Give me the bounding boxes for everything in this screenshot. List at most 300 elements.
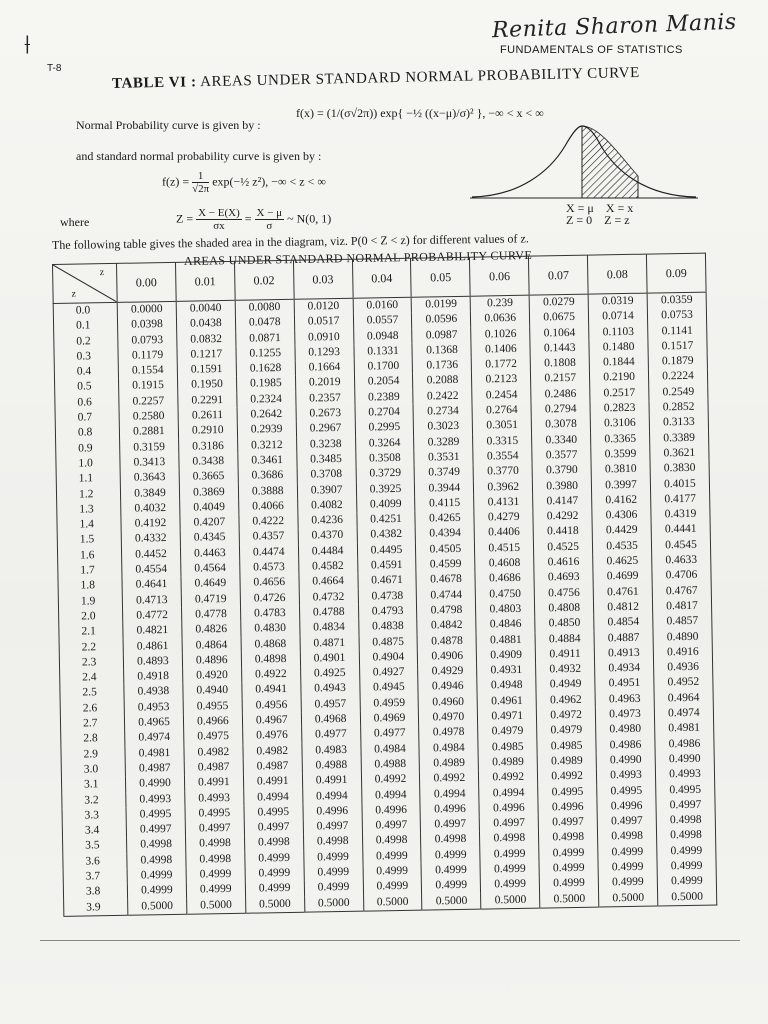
area-cell: 0.4678 — [416, 572, 475, 588]
area-cell: 0.4573 — [239, 560, 298, 576]
area-cell: 0.4996 — [303, 803, 362, 819]
z-fraction-2 — [255, 207, 285, 232]
area-cell: 0.4934 — [595, 661, 654, 677]
table-title-text: AREAS UNDER STANDARD NORMAL PROBABILITY CURVE — [199, 64, 640, 91]
z-value-cell: 0.9 — [56, 441, 120, 457]
area-cell: 0.4192 — [121, 516, 180, 532]
area-cell: 0.5000 — [363, 894, 422, 911]
z-value-cell: 1.9 — [58, 593, 122, 609]
z-value-cell: 2.4 — [60, 670, 124, 686]
area-cell: 0.4881 — [476, 632, 535, 648]
area-cell: 0.2054 — [354, 374, 413, 390]
area-cell: 0.4997 — [244, 820, 303, 836]
area-cell: 0.4999 — [540, 876, 599, 892]
area-cell: 0.4699 — [593, 569, 652, 585]
area-cell: 0.3186 — [178, 438, 237, 454]
table-description: The following table gives the shaded area in the diagram, viz. P(0 < Z < z) for different values of z. — [51, 231, 529, 252]
area-cell: 0.4953 — [124, 699, 183, 715]
area-cell: 0.4732 — [299, 589, 358, 605]
z-value-cell: 2.8 — [61, 731, 125, 747]
area-cell: 0.4998 — [127, 837, 186, 853]
area-cell: 0.1406 — [471, 342, 530, 358]
area-cell: 0.4974 — [654, 706, 713, 722]
area-cell: 0.5000 — [186, 897, 245, 914]
area-cell: 0.4887 — [594, 630, 653, 646]
column-header: 0.00 — [116, 262, 176, 302]
area-cell: 0.4972 — [537, 708, 596, 724]
area-cell: 0.4946 — [418, 679, 477, 695]
area-cell: 0.4995 — [244, 805, 303, 821]
area-cell: 0.3790 — [532, 463, 591, 479]
z-value-cell: 2.7 — [60, 716, 124, 732]
column-header: 0.01 — [175, 261, 235, 301]
z-value-cell: 0.8 — [55, 425, 119, 441]
area-cell: 0.4999 — [245, 850, 304, 866]
page-bottom-rule — [40, 940, 740, 941]
z-frac1-denominator: σx — [213, 220, 225, 232]
area-cell: 0.4994 — [420, 786, 479, 802]
area-cell: 0.4982 — [184, 744, 243, 760]
area-cell: 0.3106 — [590, 416, 649, 432]
area-cell: 0.3869 — [179, 484, 238, 500]
formula-1: f(x) = (1/(σ√2π)) exp{ −½ ((x−μ)/σ)² }, −∞ < x < ∞ — [296, 106, 544, 120]
z-value-cell: 0.3 — [54, 349, 118, 365]
area-cell: 0.4082 — [297, 498, 356, 514]
area-cell: 0.4996 — [362, 802, 421, 818]
area-cell: 0.4857 — [653, 614, 712, 630]
area-cell: 0.3577 — [532, 448, 591, 464]
area-cell: 0.4115 — [415, 496, 474, 512]
area-cell: 0.4931 — [477, 663, 536, 679]
area-cell: 0.4962 — [536, 692, 595, 708]
area-cell: 0.4995 — [538, 784, 597, 800]
area-cell: 0.3508 — [355, 451, 414, 467]
area-cell: 0.4998 — [656, 813, 715, 829]
area-cell: 0.0596 — [412, 312, 471, 328]
area-cell: 0.4998 — [186, 851, 245, 867]
area-cell: 0.4925 — [300, 666, 359, 682]
z-value-cell: 0.6 — [55, 395, 119, 411]
shaded-area — [582, 126, 638, 198]
area-cell: 0.4989 — [420, 756, 479, 772]
area-cell: 0.4992 — [420, 771, 479, 787]
column-header: 0.08 — [588, 254, 648, 294]
intro-line-2: and standard normal probability curve is given by : — [76, 149, 322, 163]
area-cell: 0.4625 — [593, 554, 652, 570]
area-cell: 0.4966 — [183, 714, 242, 730]
area-cell: 0.4990 — [596, 752, 655, 768]
area-cell: 0.4998 — [185, 836, 244, 852]
area-cell: 0.4429 — [592, 523, 651, 539]
area-cell: 0.3078 — [531, 417, 590, 433]
area-cell: 0.4783 — [240, 606, 299, 622]
area-cell: 0.4406 — [474, 525, 533, 541]
area-cell: 0.1103 — [589, 324, 648, 340]
area-cell: 0.4999 — [657, 858, 716, 874]
area-cell: 0.3554 — [473, 449, 532, 465]
area-cell: 0.4370 — [298, 528, 357, 544]
z-frac2-denominator: σ — [266, 220, 273, 232]
area-cell: 0.4525 — [534, 539, 593, 555]
area-cell: 0.2580 — [119, 409, 178, 425]
area-cell: 0.2611 — [178, 408, 237, 424]
area-cell: 0.4999 — [422, 878, 481, 894]
area-cell: 0.0080 — [235, 299, 294, 316]
area-cell: 0.3686 — [238, 468, 297, 484]
area-cell: 0.4988 — [361, 757, 420, 773]
standard-normal-formula — [162, 170, 326, 195]
area-cell: 0.5000 — [245, 896, 304, 913]
area-cell: 0.4996 — [538, 799, 597, 815]
area-cell: 0.4940 — [183, 683, 242, 699]
area-cell: 0.4554 — [122, 562, 181, 578]
z-value-cell: 1.1 — [56, 471, 120, 487]
area-cell: 0.4535 — [593, 538, 652, 554]
area-cell: 0.4999 — [127, 868, 186, 884]
area-cell: 0.3531 — [414, 450, 473, 466]
area-cell: 0.4066 — [238, 499, 297, 515]
area-cell: 0.3389 — [650, 430, 709, 446]
table-caption: AREAS UNDER STANDARD NORMAL PROBABILITY CURVE — [183, 247, 533, 268]
corner-z-top: z — [99, 267, 105, 279]
area-cell: 0.2224 — [648, 369, 707, 385]
area-cell: 0.4147 — [533, 493, 592, 509]
area-cell: 0.4990 — [655, 751, 714, 767]
area-cell: 0.2454 — [472, 387, 531, 403]
area-cell: 0.4515 — [475, 540, 534, 556]
area-cell: 0.1293 — [295, 345, 354, 361]
z-frac1-numerator: X − E(X) — [198, 207, 240, 219]
area-cell: 0.4984 — [419, 740, 478, 756]
area-cell: 0.5000 — [481, 892, 540, 909]
area-cell: 0.4778 — [181, 607, 240, 623]
area-cell: 0.2357 — [295, 391, 354, 407]
area-cell: 0.4641 — [122, 577, 181, 593]
area-cell: 0.4991 — [184, 775, 243, 791]
z-value-cell: 0.7 — [55, 410, 119, 426]
curve-labels — [566, 202, 633, 226]
z-lhs: Z = — [176, 211, 194, 226]
area-cell: 0.4495 — [357, 542, 416, 558]
area-cell: 0.2088 — [413, 373, 472, 389]
area-cell: 0.4964 — [654, 690, 713, 706]
area-cell: 0.4993 — [655, 767, 714, 783]
z-value-cell: 3.1 — [61, 777, 125, 793]
z-equation — [176, 207, 331, 232]
z-value-cell: 1.5 — [57, 532, 121, 548]
area-cell: 0.4999 — [598, 844, 657, 860]
area-cell: 0.2019 — [295, 375, 354, 391]
area-cell: 0.5000 — [128, 898, 187, 915]
area-cell: 0.2123 — [472, 372, 531, 388]
area-cell: 0.3159 — [120, 439, 179, 455]
area-cell: 0.3289 — [414, 434, 473, 450]
area-cell: 0.4975 — [184, 729, 243, 745]
column-header: 0.04 — [352, 258, 412, 298]
z-value-cell: 0.0 — [53, 302, 117, 319]
area-cell: 0.4956 — [242, 697, 301, 713]
area-cell: 0.3665 — [179, 469, 238, 485]
area-cell: 0.4854 — [594, 615, 653, 631]
area-cell: 0.3238 — [296, 436, 355, 452]
area-cell: 0.2910 — [178, 423, 237, 439]
area-cell: 0.0517 — [294, 314, 353, 330]
area-cell: 0.2995 — [355, 420, 414, 436]
area-cell: 0.1517 — [648, 338, 707, 354]
area-cell: 0.4979 — [537, 723, 596, 739]
area-cell: 0.4980 — [596, 722, 655, 738]
column-header: 0.09 — [646, 253, 706, 293]
area-cell: 0.3944 — [415, 480, 474, 496]
area-cell: 0.1985 — [236, 376, 295, 392]
area-cell: 0.4998 — [244, 835, 303, 851]
area-cell: 0.4998 — [303, 834, 362, 850]
formula2-lhs: f(z) = — [162, 174, 190, 189]
area-cell: 0.4719 — [181, 591, 240, 607]
area-cell: 0.3830 — [650, 461, 709, 477]
handwritten-signature: Renita Sharon Manis — [491, 9, 738, 44]
book-title: FUNDAMENTALS OF STATISTICS — [500, 44, 683, 56]
area-cell: 0.4981 — [655, 721, 714, 737]
area-cell: 0.4988 — [302, 758, 361, 774]
area-cell: 0.4987 — [243, 759, 302, 775]
area-cell: 0.4948 — [477, 678, 536, 694]
area-cell: 0.4032 — [121, 501, 180, 517]
area-cell: 0.4999 — [480, 846, 539, 862]
z-value-cell: 1.7 — [58, 563, 122, 579]
area-cell: 0.4993 — [185, 790, 244, 806]
area-cell: 0.0987 — [412, 327, 471, 343]
area-cell: 0.2257 — [119, 394, 178, 410]
area-cell: 0.3643 — [120, 470, 179, 486]
area-cell: 0.4970 — [419, 710, 478, 726]
area-cell: 0.4997 — [538, 815, 597, 831]
area-cell: 0.4864 — [182, 637, 241, 653]
column-header: 0.05 — [411, 257, 471, 297]
area-cell: 0.0948 — [353, 328, 412, 344]
area-cell: 0.4999 — [421, 847, 480, 863]
z-value-cell: 2.2 — [59, 639, 123, 655]
area-cell: 0.4999 — [539, 861, 598, 877]
area-cell: 0.1879 — [648, 354, 707, 370]
area-cell: 0.1628 — [236, 361, 295, 377]
area-cell: 0.4967 — [242, 713, 301, 729]
area-cell: 0.2324 — [237, 392, 296, 408]
area-cell: 0.4633 — [652, 553, 711, 569]
area-cell: 0.2734 — [413, 404, 472, 420]
area-cell: 0.4981 — [125, 745, 184, 761]
z-value-cell: 0.1 — [53, 318, 117, 334]
area-cell: 0.4983 — [302, 742, 361, 758]
area-cell: 0.4995 — [126, 807, 185, 823]
area-cell: 0.1591 — [177, 362, 236, 378]
area-cell: 0.4177 — [651, 491, 710, 507]
normal-curve-diagram — [470, 116, 700, 211]
area-cell: 0.4997 — [480, 816, 539, 832]
area-cell: 0.4545 — [651, 537, 710, 553]
area-cell: 0.4909 — [477, 647, 536, 663]
area-cell: 0.4803 — [476, 602, 535, 618]
area-cell: 0.4999 — [657, 843, 716, 859]
area-cell: 0.5000 — [658, 889, 717, 906]
area-cell: 0.1664 — [295, 360, 354, 376]
area-cell: 0.4916 — [653, 644, 712, 660]
z-table-container — [52, 253, 717, 926]
area-cell: 0.1331 — [354, 344, 413, 360]
z-value-cell: 1.4 — [57, 517, 121, 533]
area-cell: 0.4995 — [597, 783, 656, 799]
table-title — [112, 65, 640, 93]
area-cell: 0.4961 — [477, 693, 536, 709]
area-cell: 0.4868 — [241, 636, 300, 652]
area-cell: 0.4131 — [474, 495, 533, 511]
area-cell: 0.4973 — [595, 707, 654, 723]
area-cell: 0.0120 — [294, 298, 353, 315]
area-cell: 0.5000 — [540, 891, 599, 908]
area-cell: 0.4969 — [360, 711, 419, 727]
label-z-z: Z = z — [604, 213, 630, 227]
area-cell: 0.4986 — [655, 736, 714, 752]
area-cell: 0.4418 — [533, 524, 592, 540]
area-cell: 0.4977 — [301, 727, 360, 743]
area-cell: 0.4664 — [299, 574, 358, 590]
area-cell: 0.4788 — [299, 605, 358, 621]
area-cell: 0.4997 — [656, 797, 715, 813]
area-cell: 0.4997 — [303, 819, 362, 835]
area-cell: 0.4999 — [363, 864, 422, 880]
area-cell: 0.3770 — [473, 464, 532, 480]
area-cell: 0.4992 — [538, 769, 597, 785]
area-cell: 0.4838 — [358, 619, 417, 635]
area-cell: 0.4941 — [242, 682, 301, 698]
area-cell: 0.4756 — [534, 585, 593, 601]
area-cell: 0.4952 — [654, 675, 713, 691]
area-cell: 0.4911 — [536, 646, 595, 662]
area-cell: 0.2422 — [413, 388, 472, 404]
area-cell: 0.1736 — [413, 358, 472, 374]
area-cell: 0.4826 — [182, 622, 241, 638]
area-cell: 0.0279 — [529, 294, 588, 311]
area-cell: 0.0000 — [117, 301, 176, 318]
z-value-cell: 1.6 — [57, 548, 121, 564]
area-cell: 0.4955 — [183, 698, 242, 714]
area-cell: 0.4989 — [537, 753, 596, 769]
area-cell: 0.4332 — [121, 531, 180, 547]
z-frac2-numerator: X − μ — [256, 207, 283, 219]
area-cell: 0.4901 — [300, 651, 359, 667]
area-cell: 0.0040 — [176, 300, 235, 317]
area-cell: 0.1255 — [236, 346, 295, 362]
area-cell: 0.3461 — [238, 453, 297, 469]
area-cell: 0.4812 — [594, 600, 653, 616]
z-value-cell: 3.2 — [62, 792, 126, 808]
area-cell: 0.4992 — [479, 770, 538, 786]
area-cell: 0.4999 — [245, 881, 304, 897]
area-cell: 0.4884 — [535, 631, 594, 647]
z-value-cell: 0.4 — [54, 364, 118, 380]
z-value-cell: 3.8 — [63, 884, 127, 900]
area-cell: 0.4938 — [124, 684, 183, 700]
area-cell: 0.4842 — [417, 618, 476, 634]
area-cell: 0.0199 — [412, 296, 471, 313]
area-cell: 0.4798 — [417, 603, 476, 619]
area-cell: 0.4929 — [418, 664, 477, 680]
area-cell: 0.4998 — [362, 833, 421, 849]
area-cell: 0.4994 — [479, 785, 538, 801]
area-cell: 0.3907 — [297, 482, 356, 498]
area-cell: 0.2852 — [649, 400, 708, 416]
label-z-0: Z = 0 — [566, 213, 593, 227]
area-cell: 0.4987 — [125, 761, 184, 777]
area-cell: 0.4992 — [361, 772, 420, 788]
area-cell: 0.4997 — [126, 822, 185, 838]
area-cell: 0.1217 — [177, 347, 236, 363]
area-cell: 0.4890 — [653, 629, 712, 645]
area-cell: 0.2704 — [355, 405, 414, 421]
area-cell: 0.4345 — [180, 530, 239, 546]
area-cell: 0.4999 — [304, 880, 363, 896]
handwritten-x-mark: ⟊ — [24, 30, 31, 60]
area-cell: 0.2939 — [237, 422, 296, 438]
area-cell: 0.4279 — [474, 510, 533, 526]
area-cell: 0.1368 — [412, 343, 471, 359]
z-value-cell: 3.4 — [62, 823, 126, 839]
area-cell: 0.4904 — [359, 650, 418, 666]
area-cell: 0.1443 — [530, 341, 589, 357]
area-cell: 0.4985 — [478, 739, 537, 755]
z-value-cell: 2.0 — [59, 609, 123, 625]
area-cell: 0.4896 — [182, 653, 241, 669]
z-value-cell: 2.9 — [61, 746, 125, 762]
area-cell: 0.4976 — [242, 728, 301, 744]
area-cell: 0.4996 — [597, 798, 656, 814]
area-cell: 0.3051 — [473, 418, 532, 434]
z-value-cell: 3.3 — [62, 808, 126, 824]
intro-line-1 — [76, 118, 261, 133]
area-cell: 0.0675 — [530, 310, 589, 326]
area-cell: 0.4846 — [476, 617, 535, 633]
area-cell: 0.4713 — [122, 592, 181, 608]
area-cell: 0.4999 — [186, 867, 245, 883]
area-cell: 0.4991 — [243, 774, 302, 790]
z-value-cell: 3.9 — [64, 899, 128, 916]
area-cell: 0.239 — [470, 295, 529, 312]
area-cell: 0.3485 — [297, 452, 356, 468]
z-table — [52, 253, 717, 917]
area-cell: 0.4099 — [356, 497, 415, 513]
intro-text-1: Normal Probability curve is given by : — [76, 118, 261, 132]
area-cell: 0.4951 — [595, 676, 654, 692]
area-cell: 0.4441 — [651, 522, 710, 538]
area-cell: 0.4394 — [416, 526, 475, 542]
area-cell: 0.4898 — [241, 652, 300, 668]
area-cell: 0.1064 — [530, 325, 589, 341]
area-cell: 0.4957 — [301, 696, 360, 712]
area-cell: 0.2157 — [531, 371, 590, 387]
formula2-numerator: 1 — [192, 170, 209, 183]
area-cell: 0.4963 — [595, 691, 654, 707]
area-cell: 0.4945 — [359, 680, 418, 696]
z-value-cell: 2.3 — [59, 655, 123, 671]
area-cell: 0.0910 — [294, 329, 353, 345]
area-cell: 0.4989 — [478, 755, 537, 771]
area-cell: 0.5000 — [599, 890, 658, 907]
area-cell: 0.4997 — [421, 817, 480, 833]
area-cell: 0.1179 — [118, 348, 177, 364]
area-cell: 0.4761 — [593, 584, 652, 600]
area-cell: 0.0160 — [353, 297, 412, 314]
area-cell: 0.3749 — [415, 465, 474, 481]
